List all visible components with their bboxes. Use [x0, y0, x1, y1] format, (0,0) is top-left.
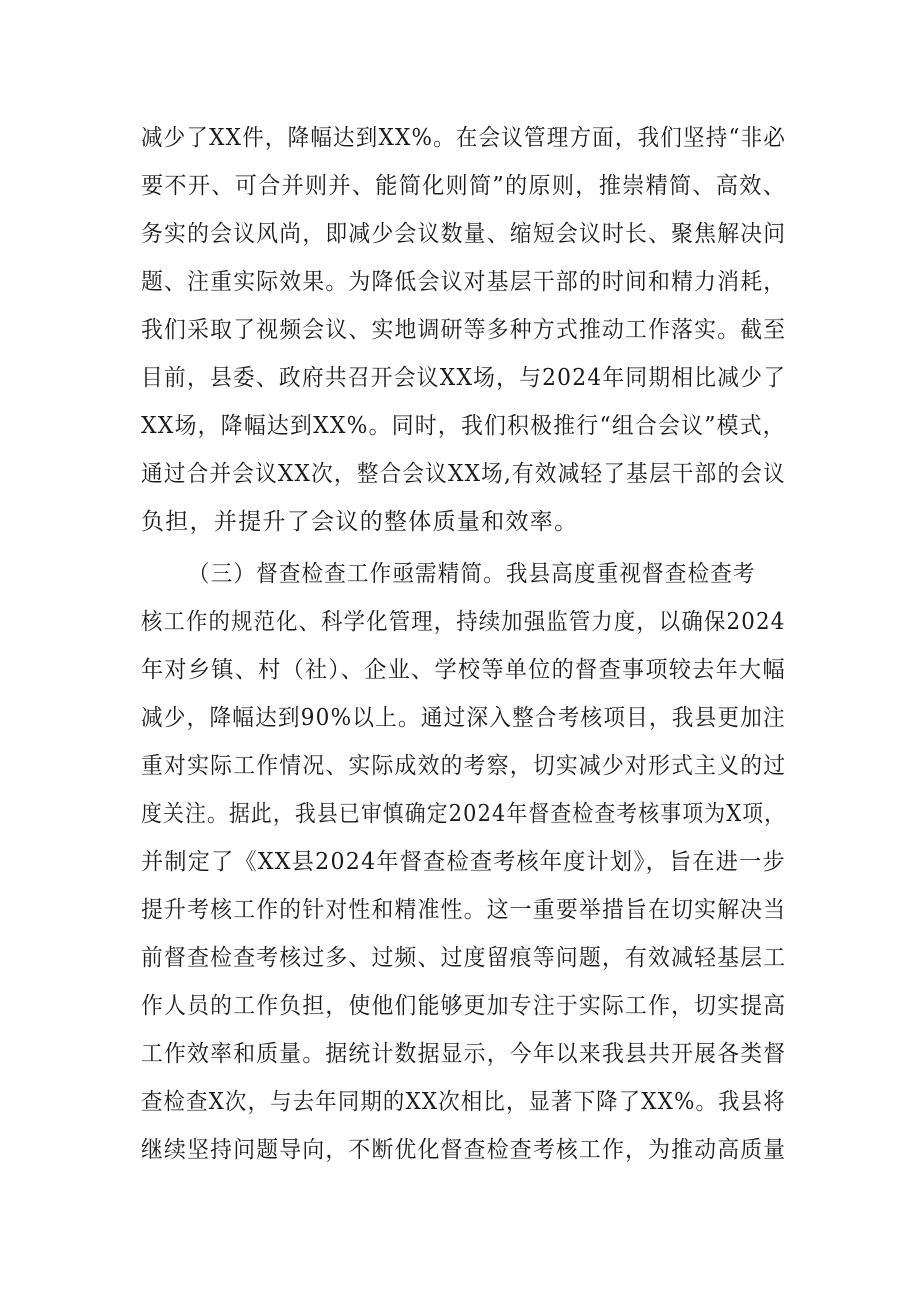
paragraph-meetings-line-5: 我们采取了视频会议、实地调研等多种方式推动工作落实。截至 — [141, 317, 787, 343]
paragraph-inspection-line-13: 继续坚持问题导向，不断优化督查检查考核工作，为推动高质量 — [141, 1137, 787, 1163]
paragraph-inspection-line-10: 作人员的工作负担，使他们能够更加专注于实际工作，切实提高 — [141, 993, 787, 1019]
paragraph-inspection-line-11: 工作效率和质量。据统计数据显示，今年以来我县共开展各类督 — [141, 1041, 787, 1067]
paragraph-meetings-line-9: 负担，并提升了会议的整体质量和效率。 — [141, 509, 579, 535]
paragraph-inspection-line-7: 并制定了《XX县2024年督查检查考核年度计划》，旨在进一步 — [141, 849, 786, 875]
paragraph-meetings-line-6: 目前，县委、政府共召开会议XX场，与2024年同期相比减少了 — [141, 365, 787, 391]
paragraph-inspection-line-12: 查检查X次，与去年同期的XX次相比，显著下降了XX%。我县将 — [141, 1089, 786, 1115]
paragraph-meetings-line-4: 题、注重实际效果。为降低会议对基层干部的时间和精力消耗， — [141, 269, 787, 295]
paragraph-inspection-line-8: 提升考核工作的针对性和精准性。这一重要举措旨在切实解决当 — [141, 897, 787, 923]
paragraph-meetings-line-7: XX场，降幅达到XX%。同时，我们积极推行“组合会议”模式， — [141, 413, 786, 439]
paragraph-inspection-line-3: 年对乡镇、村（社）、企业、学校等单位的督查事项较去年大幅 — [141, 657, 786, 683]
paragraph-inspection-line-5: 重对实际工作情况、实际成效的考察，切实减少对形式主义的过 — [141, 753, 787, 779]
paragraph-inspection-line-2: 核工作的规范化、科学化管理，持续加强监管力度，以确保2024 — [141, 609, 786, 635]
paragraph-inspection-heading-line: （三）督查检查工作亟需精简。我县高度重视督查检查考 — [188, 561, 756, 587]
paragraph-inspection-line-4: 减少，降幅达到90%以上。通过深入整合考核项目，我县更加注 — [141, 705, 786, 731]
paragraph-inspection-line-9: 前督查检查考核过多、过频、过度留痕等问题，有效减轻基层工 — [141, 945, 787, 971]
paragraph-meetings-line-3: 务实的会议风尚，即减少会议数量、缩短会议时长、聚焦解决问 — [141, 221, 787, 247]
paragraph-meetings-line-1: 减少了XX件，降幅达到XX%。在会议管理方面，我们坚持“非必 — [141, 125, 787, 151]
paragraph-meetings-line-8: 通过合并会议XX次，整合会议XX场,有效减轻了基层干部的会议 — [141, 461, 786, 487]
paragraph-meetings-line-2: 要不开、可合并则并、能简化则简”的原则，推崇精简、高效、 — [141, 173, 787, 199]
paragraph-inspection-line-6: 度关注。据此，我县已审慎确定2024年督查检查考核事项为X项， — [141, 801, 787, 827]
